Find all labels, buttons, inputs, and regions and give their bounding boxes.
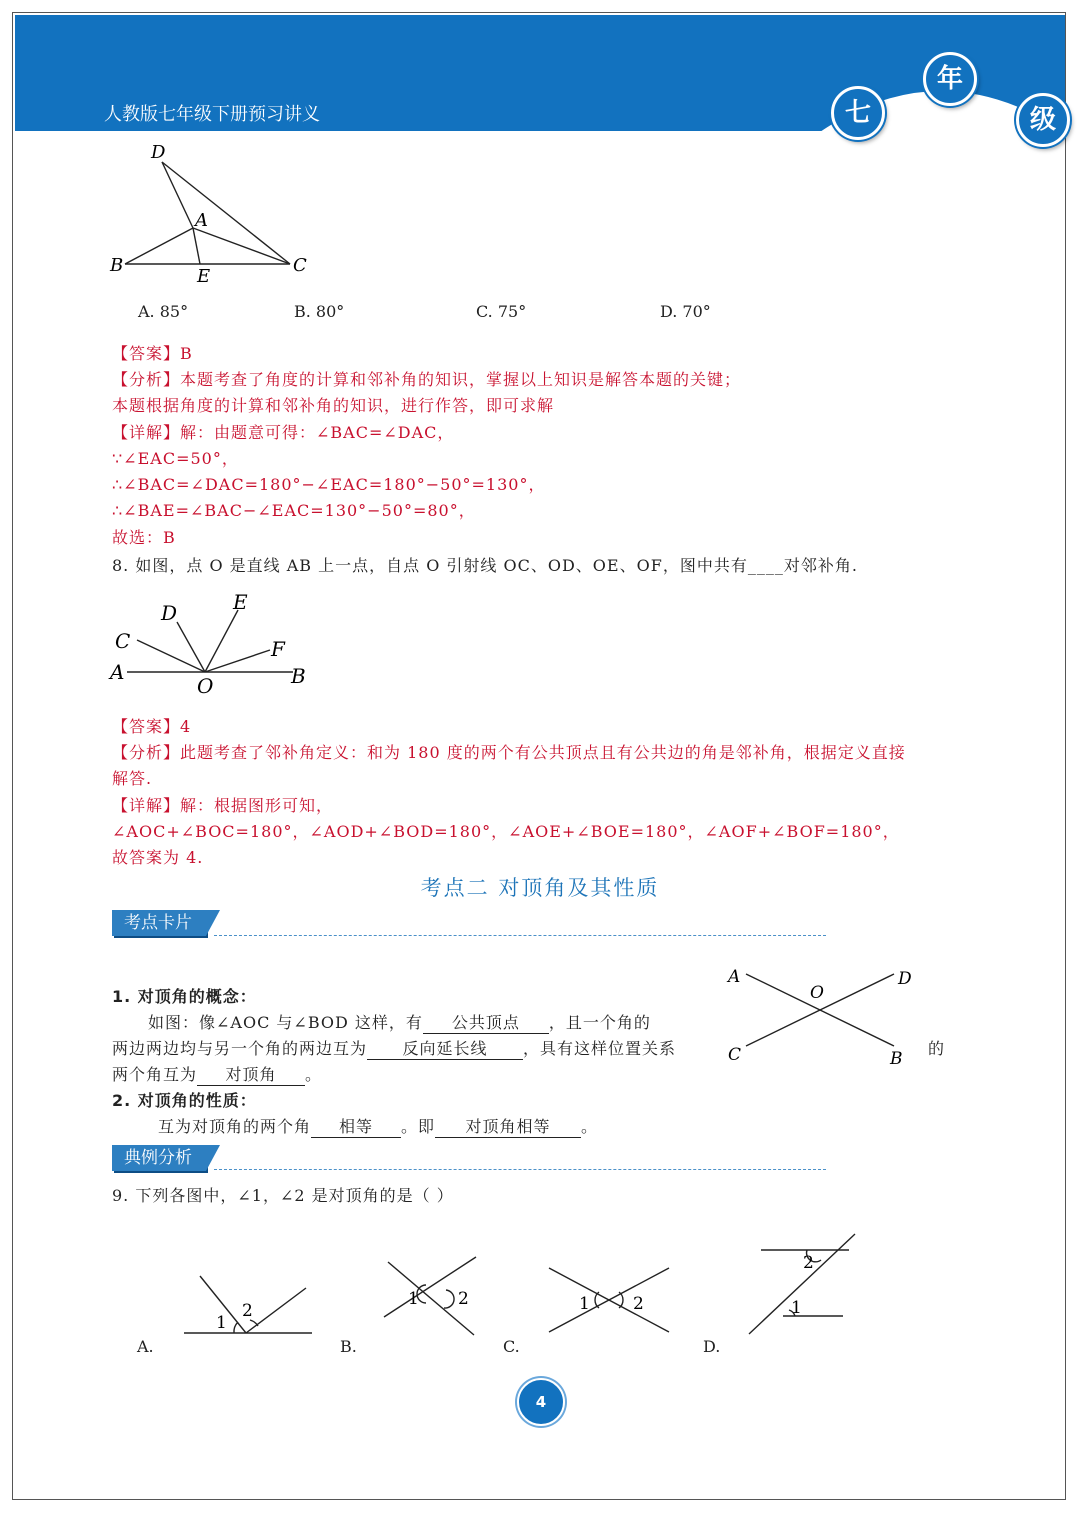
concept-text-1a: 如图：像∠AOC 与∠BOD 这样，有 <box>148 1013 423 1032</box>
mark-2: 2 <box>242 1301 253 1321</box>
rays-figure <box>105 588 325 698</box>
q9-figure-a <box>180 1270 320 1340</box>
label-o: O <box>810 983 824 1003</box>
concept-line-2 <box>112 1036 676 1060</box>
concept-text-3b: 。 <box>305 1065 323 1084</box>
concept-line-3 <box>112 1062 322 1086</box>
mark-2: 2 <box>803 1253 814 1273</box>
q7-detail-3: ∴∠BAC=∠DAC=180°−∠EAC=180°−50°=130°， <box>112 475 546 494</box>
q9-letter-b: B. <box>340 1337 357 1356</box>
property-heading: 2. 对顶角的性质： <box>112 1091 257 1110</box>
concept-text-2a: 两边两边均与另一个角的两边互为 <box>112 1039 368 1058</box>
property-text-a: 互为对顶角的两个角 <box>158 1117 312 1136</box>
q7-analysis-1: 【分析】本题考查了角度的计算和邻补角的知识，掌握以上知识是解答本题的关键； <box>112 370 742 389</box>
concept-line-1 <box>148 1010 651 1034</box>
mark-2: 2 <box>458 1289 469 1309</box>
q8-detail-2: ∠AOC+∠BOC=180°，∠AOD+∠BOD=180°，∠AOE+∠BOE=180°，∠AOF+∠BOF=180°， <box>112 822 900 841</box>
q8-detail-3: 故答案为 4. <box>112 848 204 867</box>
example-tag: 典例分析 <box>112 1145 206 1171</box>
q7-detail-4: ∴∠BAE=∠BAC−∠EAC=130°−50°=80°， <box>112 501 476 520</box>
label-b: B <box>291 664 306 688</box>
q8-analysis-2: 解答. <box>112 769 153 788</box>
label-a: A <box>728 967 741 987</box>
q9-figure-d <box>745 1230 865 1340</box>
q9-letter-a: A. <box>137 1337 154 1356</box>
mark-1: 1 <box>216 1313 227 1333</box>
label-f: F <box>271 637 285 661</box>
label-c: C <box>115 629 131 653</box>
header-title: 人教版七年级下册预习讲义 <box>104 104 320 125</box>
concept-text-1b: ，且一个角的 <box>548 1013 651 1032</box>
blank-equal: 相等 <box>311 1114 401 1138</box>
section-title: 考点二 对顶角及其性质 <box>420 876 660 900</box>
mark-2: 2 <box>633 1294 644 1314</box>
choice-c: C. 75° <box>476 302 527 321</box>
concept-text-3a: 两个角互为 <box>112 1065 198 1084</box>
mark-1: 1 <box>579 1294 590 1314</box>
choice-b: B. 80° <box>294 302 345 321</box>
choice-a: A. 85° <box>138 302 189 321</box>
blank-vertical-angles-equal: 对顶角相等 <box>435 1114 581 1138</box>
q9-figure-c <box>545 1262 675 1337</box>
page-number: 4 <box>517 1378 565 1426</box>
grade-char-qi: 七 <box>831 86 885 140</box>
concept-heading: 1. 对顶角的概念： <box>112 987 257 1006</box>
q8-question: 8. 如图，点 O 是直线 AB 上一点，自点 O 引射线 OC、OD、OE、OF，图中共有____对邻补角. <box>112 556 858 575</box>
triangle-figure <box>105 138 325 288</box>
blank-vertical-angle: 对顶角 <box>197 1062 305 1086</box>
card-tag: 考点卡片 <box>112 910 206 936</box>
property-text-b: 。即 <box>401 1117 436 1136</box>
label-d: D <box>898 969 912 989</box>
label-a: A <box>195 210 208 231</box>
q8-detail-1: 【详解】解：根据图形可知， <box>112 796 334 815</box>
concept-text-2c: 的 <box>928 1039 946 1058</box>
blank-reverse-extension: 反向延长线 <box>367 1036 523 1060</box>
q9-letter-c: C. <box>503 1337 520 1356</box>
label-e: E <box>197 266 211 287</box>
example-divider <box>214 1169 826 1170</box>
label-c: C <box>728 1045 742 1065</box>
grade-char-nian: 年 <box>923 52 977 106</box>
property-line <box>158 1114 598 1138</box>
label-b: B <box>110 255 124 276</box>
label-a: A <box>110 660 125 684</box>
card-divider <box>214 935 826 936</box>
concept-text-2b: ，具有这样位置关系 <box>523 1039 677 1058</box>
choice-d: D. 70° <box>660 302 711 321</box>
q9-figure-b <box>380 1252 490 1342</box>
q9-letter-d: D. <box>703 1337 721 1356</box>
label-d: D <box>161 601 178 625</box>
q7-select: 故选：B <box>112 528 176 547</box>
vertical-angle-figure <box>722 962 922 1072</box>
q8-analysis-1: 【分析】此题考查了邻补角定义：和为 180 度的两个有公共顶点且有公共边的角是邻补角，根据定义直接 <box>112 743 906 762</box>
q8-answer: 【答案】4 <box>112 717 192 736</box>
q7-detail-1: 【详解】解：由题意可得：∠BAC=∠DAC， <box>112 423 455 442</box>
q9-question: 9. 下列各图中，∠1，∠2 是对顶角的是（ ） <box>112 1186 454 1205</box>
q7-analysis-2: 本题根据角度的计算和邻补角的知识，进行作答，即可求解 <box>112 396 555 415</box>
grade-char-ji: 级 <box>1016 93 1070 147</box>
label-o: O <box>197 674 214 698</box>
q7-answer: 【答案】B <box>112 344 193 363</box>
mark-1: 1 <box>408 1289 419 1309</box>
mark-1: 1 <box>791 1298 802 1318</box>
property-text-c: 。 <box>581 1117 599 1136</box>
q7-detail-2: ∵∠EAC=50°， <box>112 449 239 468</box>
label-d: D <box>151 142 166 163</box>
label-c: C <box>293 255 307 276</box>
blank-common-vertex: 公共顶点 <box>423 1010 549 1034</box>
label-b: B <box>890 1049 903 1069</box>
label-e: E <box>233 590 248 614</box>
